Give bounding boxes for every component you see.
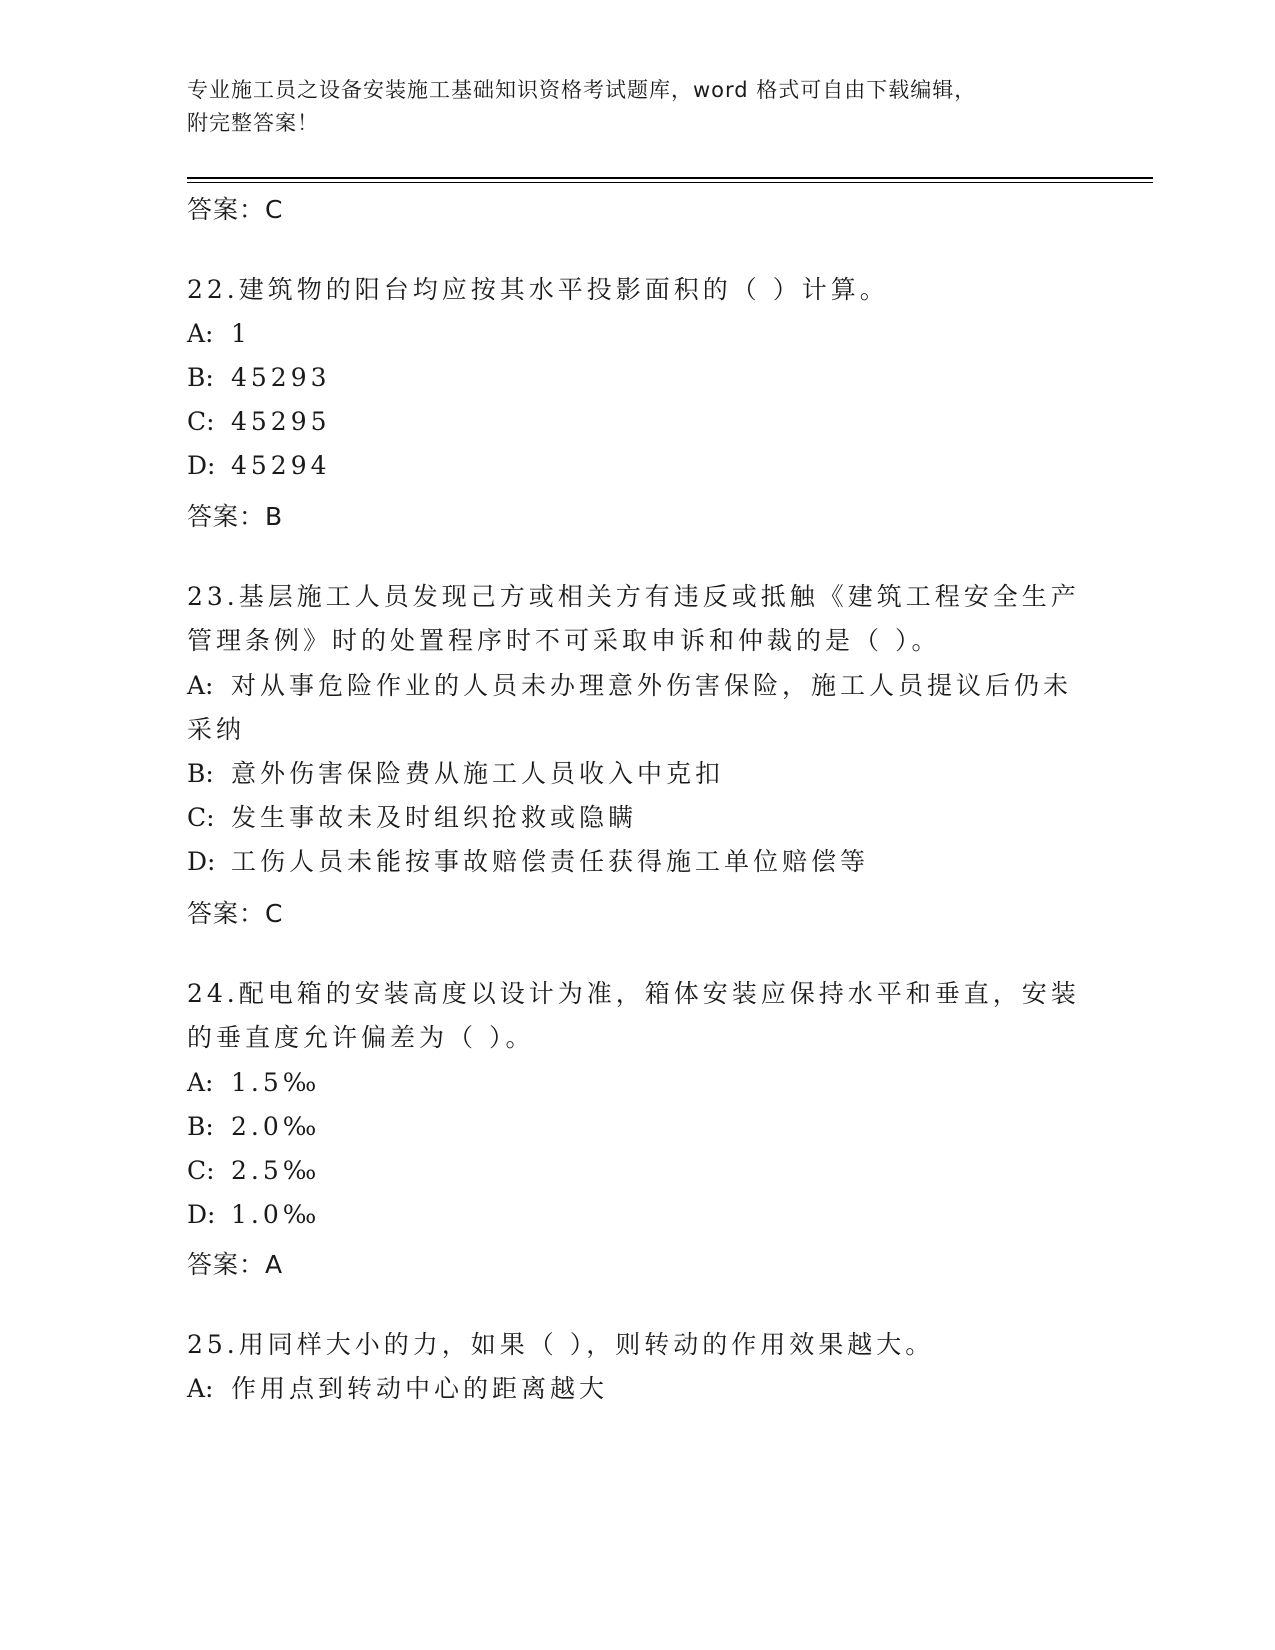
option-text: 45295 <box>231 407 331 436</box>
option-key: A: <box>187 1374 214 1403</box>
question-25-stem: 25.用同样大小的力，如果（ ），则转动的作用效果越大。 <box>187 1330 935 1359</box>
question-22-option-b <box>187 355 1087 401</box>
option-key: B: <box>187 1112 214 1141</box>
question-24-option-a <box>187 1060 1087 1106</box>
question-23-option-a <box>187 663 1087 709</box>
option-text: 对从事危险作业的人员未办理意外伤害保险，施工人员提议后仍未 <box>231 671 1073 700</box>
option-text: 45294 <box>231 451 331 480</box>
option-text: 1.5‰ <box>231 1068 321 1097</box>
option-text: 2.0‰ <box>231 1112 321 1141</box>
option-key: B: <box>187 363 214 392</box>
question-24-option-d <box>187 1192 1087 1238</box>
question-23-option-a-cont: 采纳 <box>187 715 246 744</box>
option-key: A: <box>187 1068 214 1097</box>
option-text: 工伤人员未能按事故赔偿责任获得施工单位赔偿等 <box>231 847 870 876</box>
option-key: B: <box>187 759 214 788</box>
option-text: 1 <box>231 319 251 348</box>
option-key: D: <box>187 847 216 876</box>
option-text: 1.0‰ <box>231 1200 321 1229</box>
question-23-option-c <box>187 795 1087 841</box>
option-text: 发生事故未及时组织抢救或隐瞒 <box>231 803 638 832</box>
option-text: 2.5‰ <box>231 1156 321 1185</box>
header-line-1: 专业施工员之设备安装施工基础知识资格考试题库，word 格式可自由下载编辑， <box>187 78 977 102</box>
answer-21: 答案：C <box>187 195 284 224</box>
option-key: D: <box>187 1200 216 1229</box>
question-22-option-c <box>187 399 1087 445</box>
question-25-option-a <box>187 1366 1087 1412</box>
option-text: 45293 <box>231 363 331 392</box>
question-23-stem-line-2: 管理条例》时的处置程序时不可采取申诉和仲裁的是（ ）。 <box>187 626 941 655</box>
option-key: C: <box>187 407 215 436</box>
option-text: 作用点到转动中心的距离越大 <box>231 1374 609 1403</box>
question-24-stem-line-2: 的垂直度允许偏差为（ ）。 <box>187 1023 535 1052</box>
question-24-stem-line-1: 24.配电箱的安装高度以设计为准，箱体安装应保持水平和垂直，安装 <box>187 979 1080 1008</box>
header-rule-thin <box>187 182 1153 183</box>
header-line-2: 附完整答案！ <box>187 111 319 135</box>
header-rule-thick <box>187 177 1153 179</box>
answer-23: 答案：C <box>187 899 284 928</box>
question-22-stem: 22.建筑物的阳台均应按其水平投影面积的（ ）计算。 <box>187 275 889 304</box>
option-text: 意外伤害保险费从施工人员收入中克扣 <box>231 759 725 788</box>
question-23-stem-line-1: 23.基层施工人员发现己方或相关方有违反或抵触《建筑工程安全生产 <box>187 582 1080 611</box>
question-23-option-d <box>187 839 1087 885</box>
option-key: A: <box>187 319 214 348</box>
answer-22: 答案：B <box>187 502 284 531</box>
option-key: C: <box>187 803 215 832</box>
document-header <box>187 74 1087 140</box>
question-22-option-d <box>187 443 1087 489</box>
option-key: D: <box>187 451 216 480</box>
option-key: C: <box>187 1156 215 1185</box>
option-key: A: <box>187 671 214 700</box>
question-24-option-c <box>187 1148 1087 1194</box>
question-23-option-b <box>187 751 1087 797</box>
question-22-option-a <box>187 311 1087 357</box>
answer-24: 答案：A <box>187 1250 284 1279</box>
question-24-option-b <box>187 1104 1087 1150</box>
